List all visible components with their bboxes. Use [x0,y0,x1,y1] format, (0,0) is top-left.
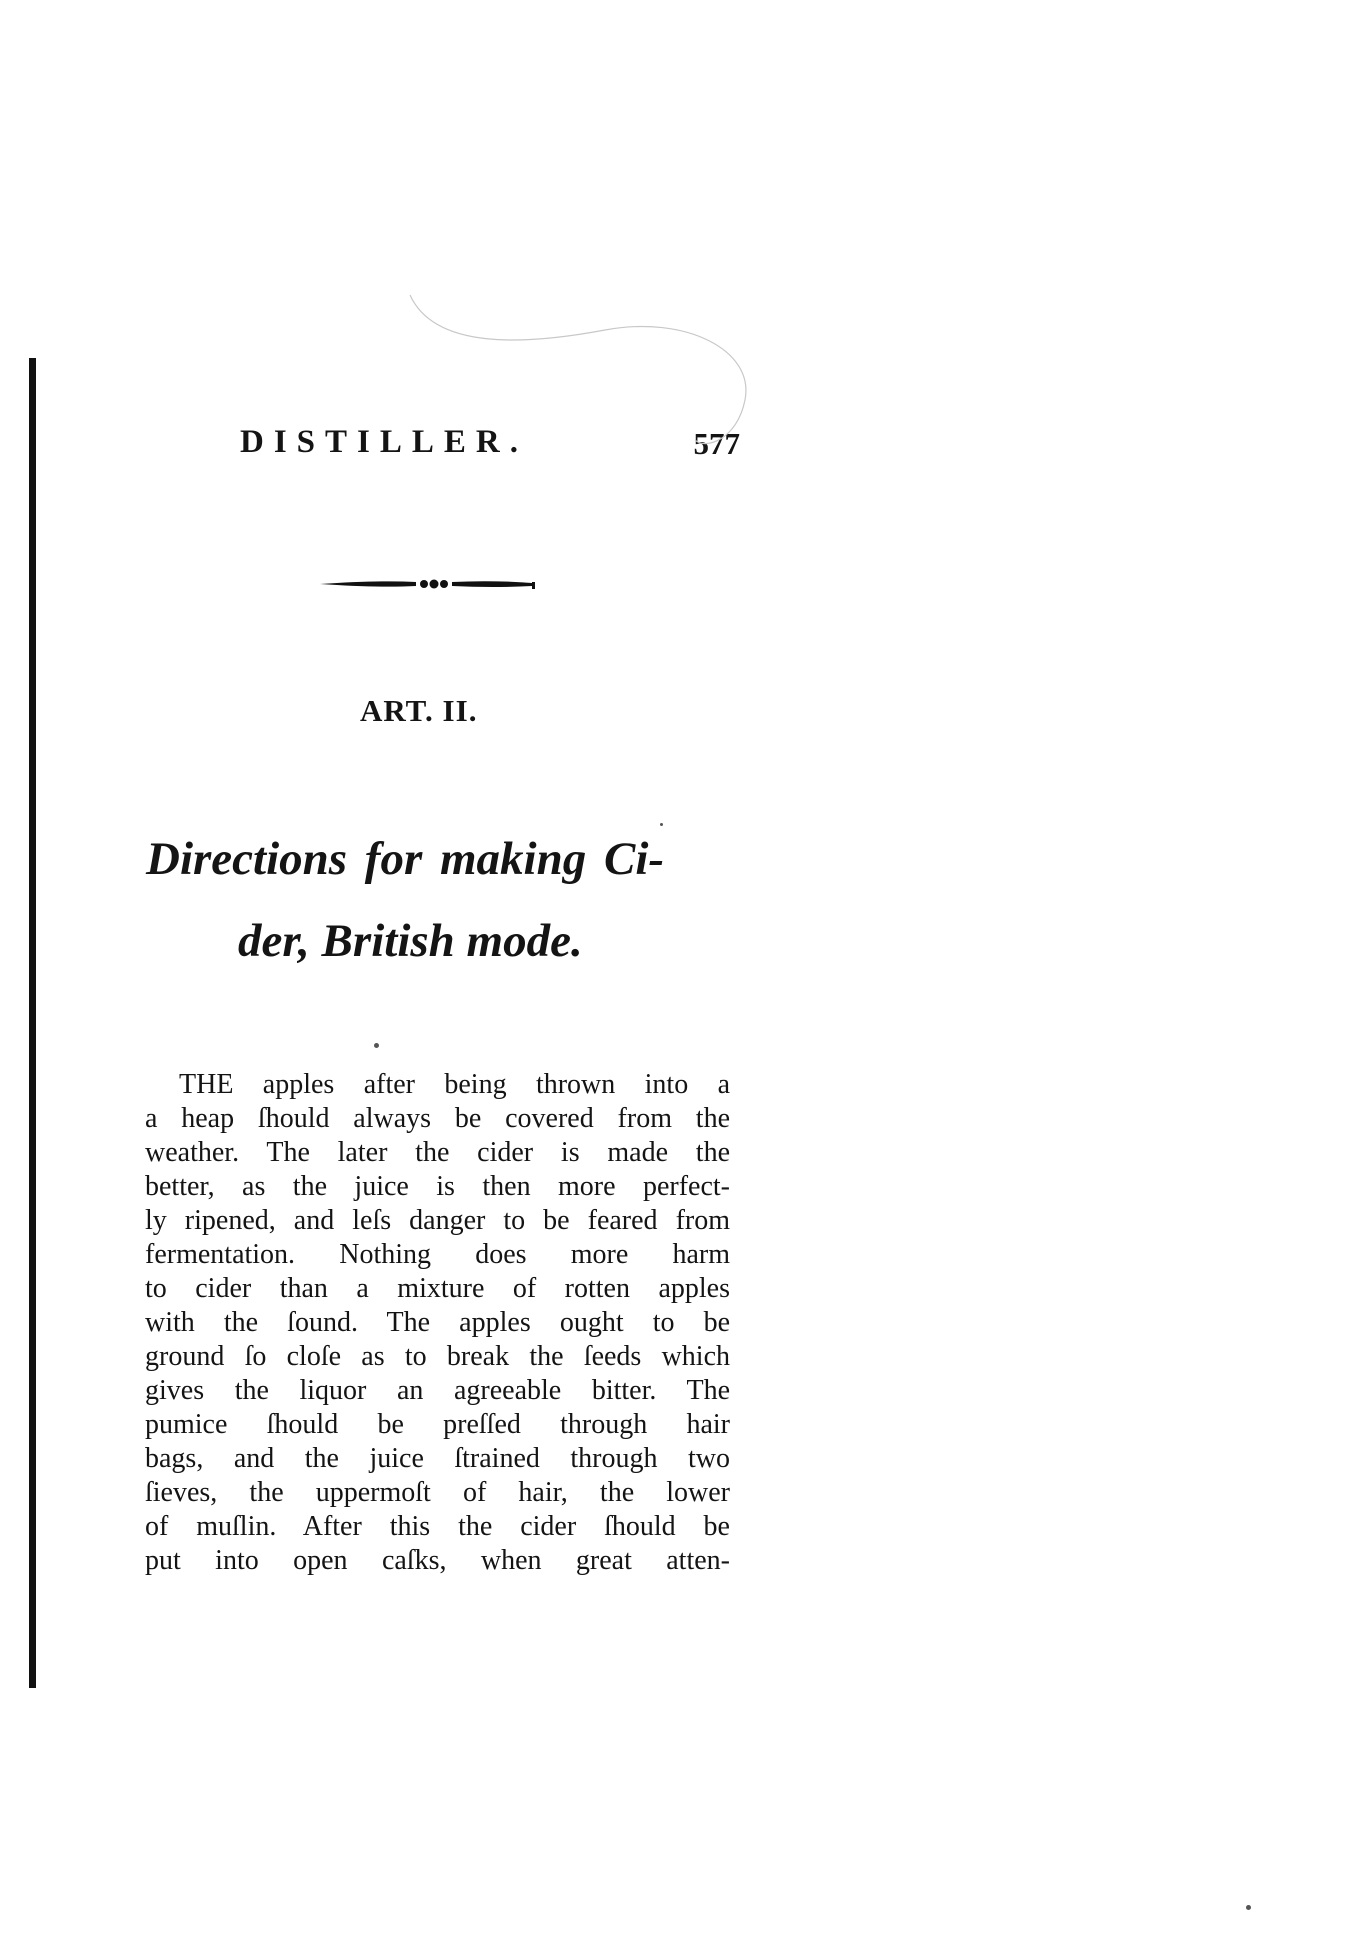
running-title: DISTILLER. [240,424,528,460]
body-line: ly ripened, and leſs danger to be feared from [145,1205,730,1236]
page-edge-rule [29,358,36,1688]
body-line: THE apples after being thrown into a [179,1069,730,1100]
body-line: bags, and the juice ſtrained through two [145,1443,730,1474]
article-title-line-2: der, British mode. [238,915,583,967]
body-line: a heap ſhould always be covered from the [145,1103,730,1134]
body-line: to cider than a mixture of rotten apples [145,1273,730,1304]
body-line: better, as the juice is then more perfect- [145,1171,730,1202]
scan-speck [374,1043,379,1048]
body-text [145,1068,730,1578]
page-number: 577 [693,426,740,461]
scan-speck [660,823,663,826]
article-number: ART. II. [360,693,478,728]
body-line: put into open caſks, when great atten- [145,1545,730,1576]
body-line: ground ſo cloſe as to break the ſeeds which [145,1341,730,1372]
body-line: ſieves, the uppermoſt of hair, the lower [145,1477,730,1508]
body-line: fermentation. Nothing does more harm [145,1239,730,1270]
body-line: gives the liquor an agreeable bitter. The [145,1375,730,1406]
body-line: pumice ſhould be preſſed through hair [145,1409,730,1440]
ornamental-rule [318,574,540,594]
scan-speck [1246,1905,1251,1910]
scan-hair-artifact [405,290,765,460]
body-line: weather. The later the cider is made the [145,1137,730,1168]
body-line: of muſlin. After this the cider ſhould be [145,1511,730,1542]
article-title-line-1: Directions for making Ci- [146,833,665,885]
body-line: with the ſound. The apples ought to be [145,1307,730,1338]
